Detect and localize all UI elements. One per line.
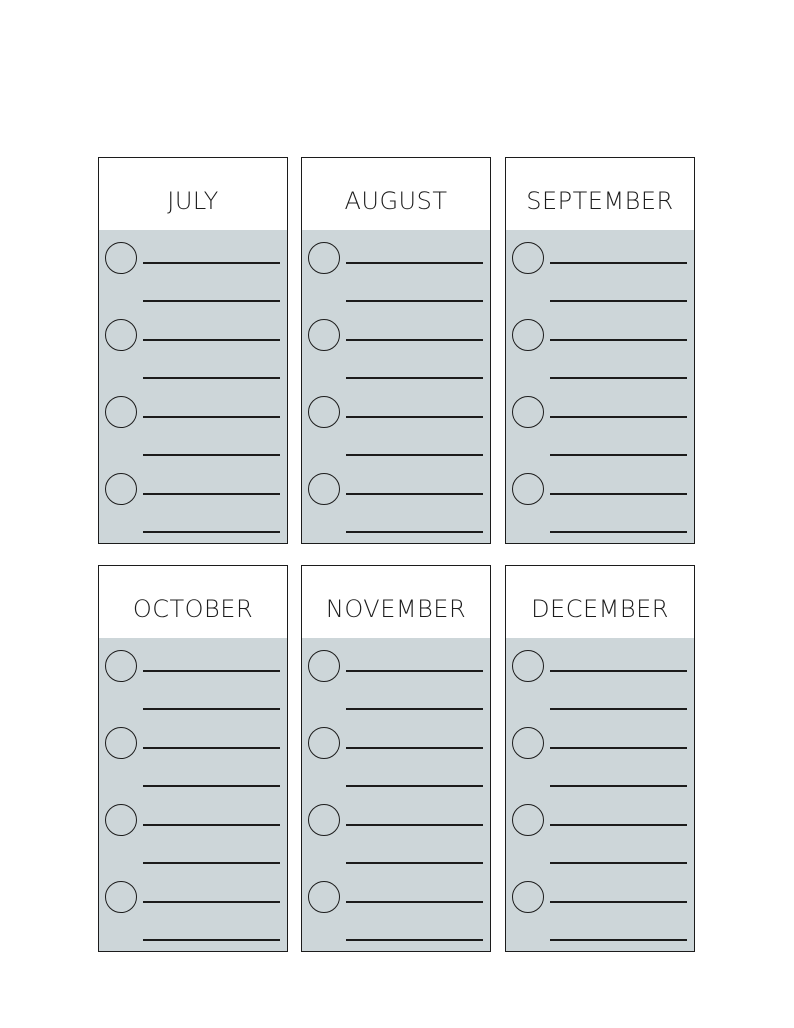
entry-line: [346, 377, 483, 379]
month-title: JULY: [167, 186, 219, 215]
entry-line: [550, 377, 687, 379]
entry-line: [550, 708, 687, 710]
checkbox-circle[interactable]: [105, 804, 137, 836]
checkbox-circle[interactable]: [308, 396, 340, 428]
entry-line: [550, 493, 687, 495]
entry-line: [143, 901, 280, 903]
month-header: [302, 566, 490, 638]
entry-line: [346, 531, 483, 533]
checkbox-circle[interactable]: [105, 473, 137, 505]
month-card: [98, 565, 288, 952]
entry-line: [143, 416, 280, 418]
entry-line: [550, 939, 687, 941]
checkbox-circle[interactable]: [105, 881, 137, 913]
checkbox-circle[interactable]: [512, 242, 544, 274]
entry-list: [302, 638, 490, 951]
entry-line: [143, 262, 280, 264]
entry-line: [346, 416, 483, 418]
checkbox-circle[interactable]: [308, 650, 340, 682]
entry-line: [346, 824, 483, 826]
entry-line: [550, 785, 687, 787]
entry-line: [346, 262, 483, 264]
entry-list: [99, 230, 287, 543]
entry-line: [143, 670, 280, 672]
checkbox-circle[interactable]: [308, 473, 340, 505]
checkbox-circle[interactable]: [105, 396, 137, 428]
checkbox-circle[interactable]: [105, 242, 137, 274]
checkbox-circle[interactable]: [512, 804, 544, 836]
entry-line: [550, 339, 687, 341]
entry-line: [143, 747, 280, 749]
checkbox-circle[interactable]: [308, 881, 340, 913]
entry-line: [550, 416, 687, 418]
entry-line: [143, 824, 280, 826]
month-title: NOVEMBER: [325, 594, 467, 623]
month-title: SEPTEMBER: [526, 186, 674, 215]
entry-list: [506, 230, 694, 543]
entry-line: [346, 785, 483, 787]
entry-line: [550, 531, 687, 533]
entry-list: [506, 638, 694, 951]
month-title: AUGUST: [344, 186, 448, 215]
month-card: [98, 157, 288, 544]
entry-line: [143, 339, 280, 341]
entry-line: [143, 785, 280, 787]
entry-line: [550, 862, 687, 864]
month-card: [301, 157, 491, 544]
entry-line: [550, 300, 687, 302]
entry-line: [143, 300, 280, 302]
month-card: [301, 565, 491, 952]
month-header: [506, 158, 694, 230]
entry-line: [346, 493, 483, 495]
entry-line: [143, 454, 280, 456]
entry-line: [550, 901, 687, 903]
checkbox-circle[interactable]: [512, 650, 544, 682]
month-header: [506, 566, 694, 638]
entry-line: [550, 824, 687, 826]
entry-line: [346, 454, 483, 456]
entry-line: [550, 262, 687, 264]
entry-line: [346, 300, 483, 302]
entry-line: [143, 377, 280, 379]
entry-line: [550, 454, 687, 456]
entry-line: [346, 939, 483, 941]
checkbox-circle[interactable]: [512, 727, 544, 759]
checkbox-circle[interactable]: [308, 804, 340, 836]
checkbox-circle[interactable]: [105, 727, 137, 759]
entry-line: [346, 747, 483, 749]
month-header: [99, 158, 287, 230]
entry-list: [99, 638, 287, 951]
entry-line: [143, 939, 280, 941]
entry-line: [346, 708, 483, 710]
entry-line: [346, 339, 483, 341]
month-title: OCTOBER: [132, 594, 254, 623]
entry-line: [550, 747, 687, 749]
checkbox-circle[interactable]: [512, 473, 544, 505]
entry-line: [346, 670, 483, 672]
checkbox-circle[interactable]: [308, 319, 340, 351]
checkbox-circle[interactable]: [512, 881, 544, 913]
month-header: [302, 158, 490, 230]
entry-line: [143, 531, 280, 533]
entry-line: [143, 862, 280, 864]
month-title: DECEMBER: [531, 594, 669, 623]
checkbox-circle[interactable]: [105, 319, 137, 351]
checkbox-circle[interactable]: [512, 396, 544, 428]
entry-line: [346, 862, 483, 864]
checkbox-circle[interactable]: [105, 650, 137, 682]
month-card: [505, 565, 695, 952]
checkbox-circle[interactable]: [512, 319, 544, 351]
entry-line: [143, 493, 280, 495]
month-card: [505, 157, 695, 544]
entry-list: [302, 230, 490, 543]
checkbox-circle[interactable]: [308, 242, 340, 274]
entry-line: [346, 901, 483, 903]
month-header: [99, 566, 287, 638]
entry-line: [143, 708, 280, 710]
checkbox-circle[interactable]: [308, 727, 340, 759]
entry-line: [550, 670, 687, 672]
